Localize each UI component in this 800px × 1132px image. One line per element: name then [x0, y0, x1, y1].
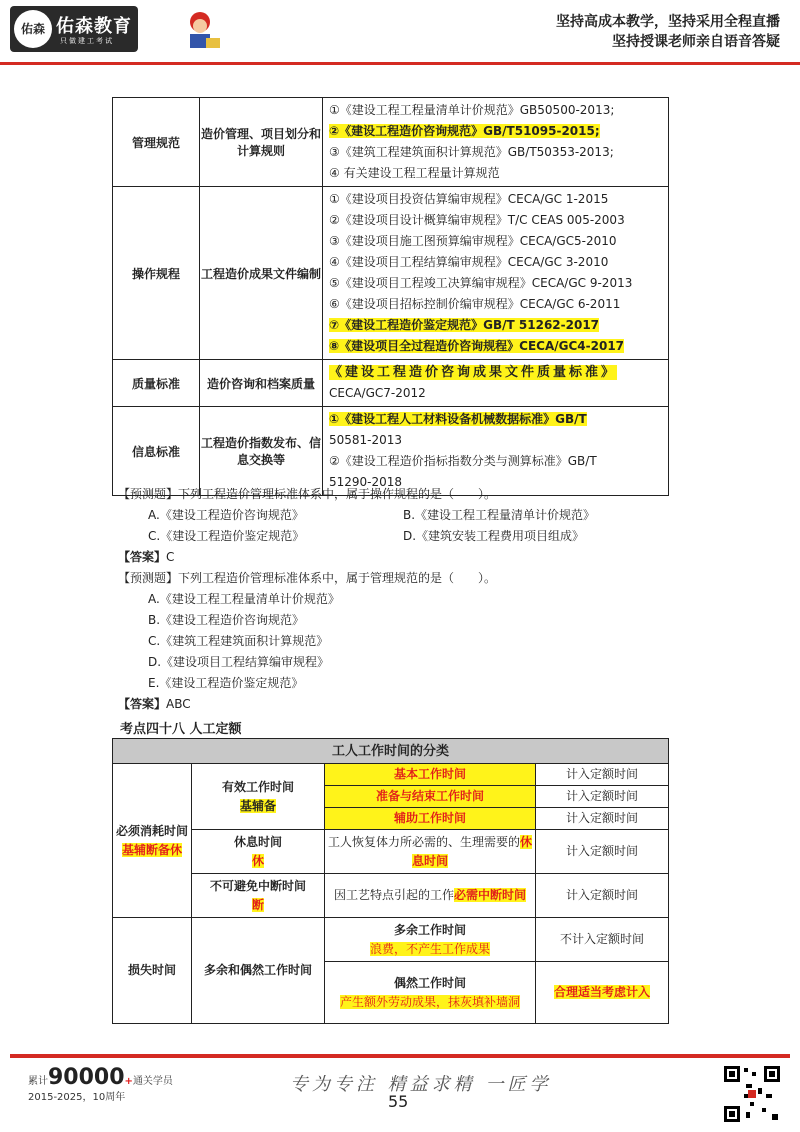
logo-seal: 佑森 — [14, 10, 52, 48]
option-b: B.《建设工程造价咨询规范》 — [148, 613, 305, 627]
scope-cell: 造价管理、项目划分和计算规则 — [200, 98, 323, 187]
student-count: 90000 — [48, 1065, 125, 1090]
surplus-time-cell — [325, 918, 536, 962]
category-cell: 管理规范 — [113, 98, 200, 187]
option-b: B.《建设工程工程量清单计价规范》 — [403, 508, 596, 522]
list-item: ④ 有关建设工程工程量计算规范 — [329, 166, 500, 180]
header-divider — [0, 62, 800, 65]
rest-desc: 工人恢复体力所必需的、生理需要的 — [327, 834, 520, 849]
unavoidable-time-cell — [192, 874, 325, 918]
accidental-count-cell — [536, 962, 669, 1024]
unavoidable-mnemonic: 断 — [251, 897, 264, 912]
count-cell: 计入定额时间 — [536, 764, 669, 786]
list-item: ②《建设工程造价咨询规范》GB/T51095-2015; — [329, 124, 600, 138]
rest-label: 休息时间 — [233, 834, 282, 849]
option-d: D.《建设项目工程结算编审规程》 — [148, 655, 330, 669]
list-item: ⑥《建设项目招标控制价编审规程》CECA/GC 6-2011 — [329, 297, 621, 311]
table-title: 工人工作时间的分类 — [113, 739, 669, 764]
items-cell — [323, 187, 669, 360]
list-item: CECA/GC7-2012 — [329, 386, 426, 400]
table-row — [113, 98, 669, 187]
option-a: A.《建设工程工程量清单计价规范》 — [148, 592, 340, 606]
accidental-count: 合理适当考虑计入 — [553, 985, 650, 999]
surplus-desc: 浪费，不产生工作成果 — [369, 941, 490, 956]
items-cell — [323, 407, 669, 496]
list-item: ②《建设项目设计概算编审规程》T/C CEAS 005-2003 — [329, 213, 625, 227]
answer-label: 【答案】 — [118, 550, 167, 564]
list-item: 51290-2018 — [329, 475, 403, 489]
logo-name: 佑森教育 — [56, 16, 132, 37]
option-c: C.《建设工程造价鉴定规范》 — [148, 529, 305, 543]
unavoidable-desc-highlight: 必需中断时间 — [454, 888, 527, 902]
question-stem: 【预测题】下列工程造价管理标准体系中，属于管理规范的是（ ）。 — [118, 571, 497, 585]
rest-mnemonic: 休 — [251, 853, 264, 868]
aux-time-cell: 辅助工作时间 — [325, 808, 536, 830]
qr-code-icon — [722, 1064, 782, 1124]
slogan-line-2: 坚持授课老师亲自语音答疑 — [612, 34, 780, 50]
footer-divider — [10, 1054, 790, 1058]
rest-time-cell — [192, 830, 325, 874]
scope-cell: 工程造价指数发布、信息交换等 — [200, 407, 323, 496]
answer-label: 【答案】 — [118, 697, 167, 711]
list-item: ①《建设工程人工材料设备机械数据标准》GB/T — [329, 412, 587, 426]
list-item: 《建设工程造价咨询成果文件质量标准》 — [329, 365, 618, 380]
items-cell — [323, 360, 669, 407]
count-cell: 计入定额时间 — [536, 830, 669, 874]
slogan — [556, 12, 780, 52]
list-item: ③《建设项目施工图预算编审规程》CECA/GC5-2010 — [329, 234, 617, 248]
necessary-time-cell — [113, 764, 192, 918]
category-cell: 信息标准 — [113, 407, 200, 496]
scope-cell: 造价咨询和档案质量 — [200, 360, 323, 407]
slogan-line-1: 坚持高成本教学，坚持采用全程直播 — [556, 14, 780, 30]
list-item: ⑤《建设项目工程竣工决算编审规程》CECA/GC 9-2013 — [329, 276, 633, 290]
unavoidable-desc: 因工艺特点引起的工作 — [333, 888, 454, 902]
option-d: D.《建筑安装工程费用项目组成》 — [403, 529, 585, 543]
necessary-mnemonic: 基辅断备休 — [121, 842, 182, 857]
motto-signature: 专为专注 精益求精 一匠学 — [290, 1074, 552, 1095]
list-item: ②《建设工程造价指标指数分类与测算标准》GB/T — [329, 454, 597, 468]
basic-time-cell: 基本工作时间 — [325, 764, 536, 786]
count-plus: + — [124, 1076, 133, 1087]
brand-logo — [10, 6, 138, 52]
mascot-icon — [180, 8, 224, 54]
surplus-count-cell: 不计入定额时间 — [536, 918, 669, 962]
logo-subtitle: 只做建工考试 — [60, 37, 114, 45]
count-cell: 计入定额时间 — [536, 874, 669, 918]
list-item: 50581-2013 — [329, 433, 403, 447]
effective-mnemonic: 基辅备 — [239, 798, 276, 813]
question-stem: 【预测题】下列工程造价管理标准体系中，属于操作规程的是（ ）。 — [118, 487, 497, 501]
category-cell: 操作规程 — [113, 187, 200, 360]
unavoidable-label: 不可避免中断时间 — [209, 878, 306, 893]
rest-desc-cell — [325, 830, 536, 874]
option-e: E.《建设工程造价鉴定规范》 — [148, 676, 304, 690]
accidental-label: 偶然工作时间 — [393, 975, 466, 990]
list-item: ①《建设项目投资估算编审规程》CECA/GC 1-2015 — [329, 192, 609, 206]
list-item: ⑧《建设项目全过程造价咨询规程》CECA/GC4-2017 — [329, 339, 625, 353]
items-cell — [323, 98, 669, 187]
unavoidable-desc-cell — [325, 874, 536, 918]
list-item: ⑦《建设工程造价鉴定规范》GB/T 51262-2017 — [329, 318, 600, 332]
loss-time-cell: 损失时间 — [113, 918, 192, 1024]
option-c: C.《建筑工程建筑面积计算规范》 — [148, 634, 329, 648]
effective-label: 有效工作时间 — [221, 779, 294, 794]
scope-cell: 工程造价成果文件编制 — [200, 187, 323, 360]
question-2 — [118, 568, 496, 715]
standards-table — [112, 97, 669, 496]
table-row — [113, 187, 669, 360]
accidental-time-cell — [325, 962, 536, 1024]
list-item: ④《建设项目工程结算编审规程》CECA/GC 3-2010 — [329, 255, 609, 269]
page-number: 55 — [388, 1092, 409, 1111]
prep-time-cell: 准备与结束工作时间 — [325, 786, 536, 808]
worktime-table — [112, 738, 669, 1024]
surplus-label: 多余工作时间 — [393, 922, 466, 937]
count-prefix: 累计 — [28, 1076, 48, 1087]
effective-time-cell — [192, 764, 325, 830]
category-cell: 质量标准 — [113, 360, 200, 407]
rest-desc-highlight: 休息时间 — [411, 834, 533, 868]
question-1 — [118, 484, 595, 568]
count-cell: 计入定额时间 — [536, 786, 669, 808]
section-heading: 考点四十八 人工定额 — [120, 722, 242, 737]
list-item: ③《建筑工程建筑面积计算规范》GB/T50353-2013; — [329, 145, 614, 159]
footer-stats — [28, 1065, 173, 1106]
answer-value: C — [166, 550, 175, 564]
accidental-desc: 产生额外劳动成果，抹灰填补墙洞 — [339, 994, 520, 1009]
necessary-label: 必须消耗时间 — [115, 823, 188, 838]
years-text: 2015-2025，10周年 — [28, 1092, 126, 1103]
extra-time-cell: 多余和偶然工作时间 — [192, 918, 325, 1024]
table-row — [113, 407, 669, 496]
answer-value: ABC — [166, 697, 191, 711]
count-cell: 计入定额时间 — [536, 808, 669, 830]
list-item: ①《建设工程工程量清单计价规范》GB50500-2013; — [329, 103, 615, 117]
page-header — [0, 0, 800, 62]
count-suffix: 通关学员 — [132, 1076, 173, 1087]
option-a: A.《建设工程造价咨询规范》 — [148, 508, 304, 522]
table-row — [113, 360, 669, 407]
